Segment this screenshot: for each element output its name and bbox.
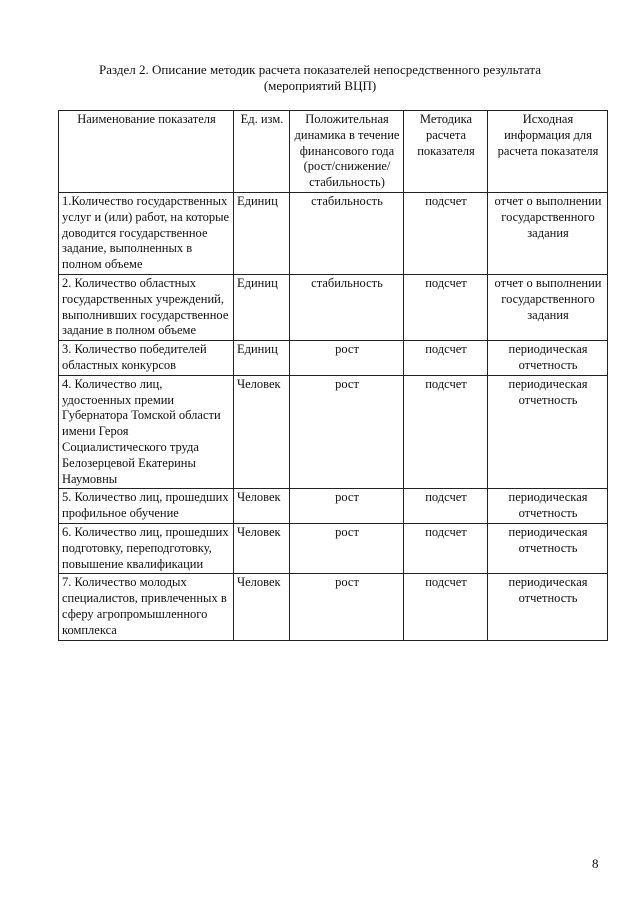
table-row xyxy=(59,375,608,489)
header-indicator-name: Наименование показателя xyxy=(59,111,234,193)
table-row xyxy=(59,523,608,573)
row-method: подсчет xyxy=(404,375,488,489)
table-row xyxy=(59,574,608,640)
row-source: периодическая отчетность xyxy=(488,341,608,376)
row-indicator-name: 2. Количество областных государственных учреждений, выполнивших государственное задание в полном объеме xyxy=(59,274,234,340)
row-indicator-name: 1.Количество государственных услуг и (или) работ, на которые доводится государственное задание, выполненных в полном объеме xyxy=(59,192,234,274)
indicators-table xyxy=(58,110,608,641)
table-header-row xyxy=(59,111,608,193)
header-method: Методика расчета показателя xyxy=(404,111,488,193)
row-unit: Единиц xyxy=(234,274,290,340)
row-unit: Человек xyxy=(234,574,290,640)
row-indicator-name: 7. Количество молодых специалистов, привлеченных в сферу агропромышленного комплекса xyxy=(59,574,234,640)
row-source: периодическая отчетность xyxy=(488,489,608,524)
row-dynamics: стабильность xyxy=(290,192,404,274)
row-dynamics: рост xyxy=(290,341,404,376)
row-method: подсчет xyxy=(404,341,488,376)
row-unit: Человек xyxy=(234,375,290,489)
table-row xyxy=(59,192,608,274)
section-title xyxy=(0,62,640,94)
row-unit: Человек xyxy=(234,489,290,524)
row-source: периодическая отчетность xyxy=(488,375,608,489)
row-unit: Человек xyxy=(234,523,290,573)
row-unit: Единиц xyxy=(234,341,290,376)
row-indicator-name: 4. Количество лиц, удостоенных премии Губернатора Томской области имени Героя Социалистического труда Белозерцевой Екатерины Наумовны xyxy=(59,375,234,489)
row-source: периодическая отчетность xyxy=(488,523,608,573)
row-indicator-name: 5. Количество лиц, прошедших профильное обучение xyxy=(59,489,234,524)
row-method: подсчет xyxy=(404,523,488,573)
section-title-line-2: (мероприятий ВЦП) xyxy=(263,78,377,93)
row-dynamics: рост xyxy=(290,574,404,640)
row-source: отчет о выполнении государственного задания xyxy=(488,192,608,274)
row-method: подсчет xyxy=(404,489,488,524)
row-indicator-name: 3. Количество победителей областных конкурсов xyxy=(59,341,234,376)
row-method: подсчет xyxy=(404,274,488,340)
header-dynamics: Положительная динамика в течение финансового года (рост/снижение/ стабильность) xyxy=(290,111,404,193)
table-row xyxy=(59,274,608,340)
row-method: подсчет xyxy=(404,192,488,274)
row-unit: Единиц xyxy=(234,192,290,274)
row-dynamics: стабильность xyxy=(290,274,404,340)
row-method: подсчет xyxy=(404,574,488,640)
table-row xyxy=(59,489,608,524)
row-dynamics: рост xyxy=(290,523,404,573)
row-dynamics: рост xyxy=(290,489,404,524)
table-row xyxy=(59,341,608,376)
row-source: отчет о выполнении государственного задания xyxy=(488,274,608,340)
header-source: Исходная информация для расчета показателя xyxy=(488,111,608,193)
section-title-line-1: Раздел 2. Описание методик расчета показателей непосредственного результата xyxy=(99,62,541,77)
header-unit: Ед. изм. xyxy=(234,111,290,193)
row-indicator-name: 6. Количество лиц, прошедших подготовку, переподготовку, повышение квалификации xyxy=(59,523,234,573)
row-dynamics: рост xyxy=(290,375,404,489)
row-source: периодическая отчетность xyxy=(488,574,608,640)
page-number: 8 xyxy=(592,856,599,871)
